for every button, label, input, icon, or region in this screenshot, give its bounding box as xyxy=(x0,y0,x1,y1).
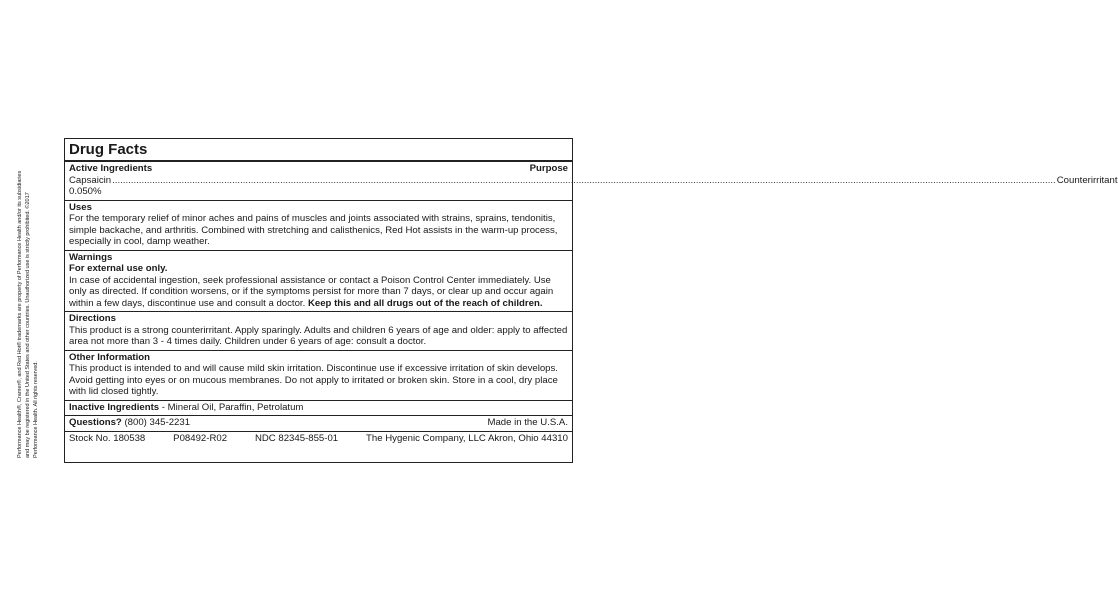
warnings-text xyxy=(69,275,568,310)
questions-header: Questions? xyxy=(69,417,122,428)
product-code: P08492-R02 xyxy=(173,432,228,444)
active-ingredient: Capsaicin 0.050% xyxy=(69,174,112,197)
trademark-line: and may be registered in the United States and other countries. Unauthorized use is strictly prohibited. ©2017 xyxy=(25,192,31,458)
warnings-header: Warnings xyxy=(69,251,113,263)
directions-text: This product is a strong counterirritant. Apply sparingly. Adults and children 6 years of age and older: apply to affected area not more than 3 - 4 times daily. Children under 6 years of age: consult a doctor. xyxy=(69,324,568,347)
purpose-value: Counterirritant xyxy=(1056,174,1118,186)
uses-header: Uses xyxy=(69,201,92,213)
uses-section xyxy=(65,201,572,251)
dot-leader: .................................................................................................................................................................................................................................................................................................................................................................. xyxy=(112,174,1056,186)
active-ingredients-header: Active Ingredients xyxy=(69,163,153,174)
company-address: The Hygenic Company, LLC Akron, Ohio 44310 xyxy=(366,432,568,444)
keep-out-of-reach: Keep this and all drugs out of the reach of children. xyxy=(307,297,543,309)
trademark-notice xyxy=(16,140,48,458)
stock-footer xyxy=(65,432,572,447)
other-information-header: Other Information xyxy=(69,351,151,363)
other-information-section xyxy=(65,351,572,401)
directions-section xyxy=(65,312,572,351)
drug-facts-panel xyxy=(64,138,1118,463)
active-ingredients-section xyxy=(65,162,1118,201)
stock-number: Stock No. 180538 xyxy=(69,432,146,444)
drug-facts-title: Drug Facts xyxy=(65,139,572,162)
purpose-header: Purpose xyxy=(529,163,568,174)
questions-section xyxy=(65,416,572,432)
inactive-ingredients-text: - Mineral Oil, Paraffin, Petrolatum xyxy=(159,401,304,413)
inactive-ingredients-header: Inactive Ingredients xyxy=(69,401,160,413)
warnings-section xyxy=(65,251,572,313)
trademark-line: Performance Health. All rights reserved. xyxy=(33,361,39,458)
ndc-number: NDC 82345-855-01 xyxy=(254,432,339,444)
external-use-subheader: For external use only. xyxy=(69,263,168,274)
questions-phone: (800) 345-2231 xyxy=(121,417,191,428)
other-information-text: This product is intended to and will cause mild skin irritation. Discontinue use if excessive irritation of skin develops. Avoid getting into eyes or on mucous membranes. Do not apply to irritated or broken skin. Store in a cool, dry place with lid closed tightly. xyxy=(69,363,558,397)
made-in-usa: Made in the U.S.A. xyxy=(487,417,568,428)
directions-header: Directions xyxy=(69,313,116,324)
inactive-ingredients-section xyxy=(65,401,572,417)
trademark-line: Performance Health®, Cramer®, and Red Hot® trademarks are property of Performance Health and/or its subsidiaries xyxy=(17,170,23,458)
warnings-body: In case of accidental ingestion, seek professional assistance or contact a Poison Control Center immediately. Use only as directed. If condition worsens, or if the symptoms persist for more than 7 days, or clear up and occur again within a few days, discontinue use and consult a doctor. xyxy=(69,274,554,309)
uses-text: For the temporary relief of minor aches and pains of muscles and joints associated with strains, sprains, tendonitis, simple backache, and arthritis. Combined with stretching and calisthenics, Red Hot assists in the warm-up process, especially in cool, damp weather. xyxy=(69,213,558,247)
